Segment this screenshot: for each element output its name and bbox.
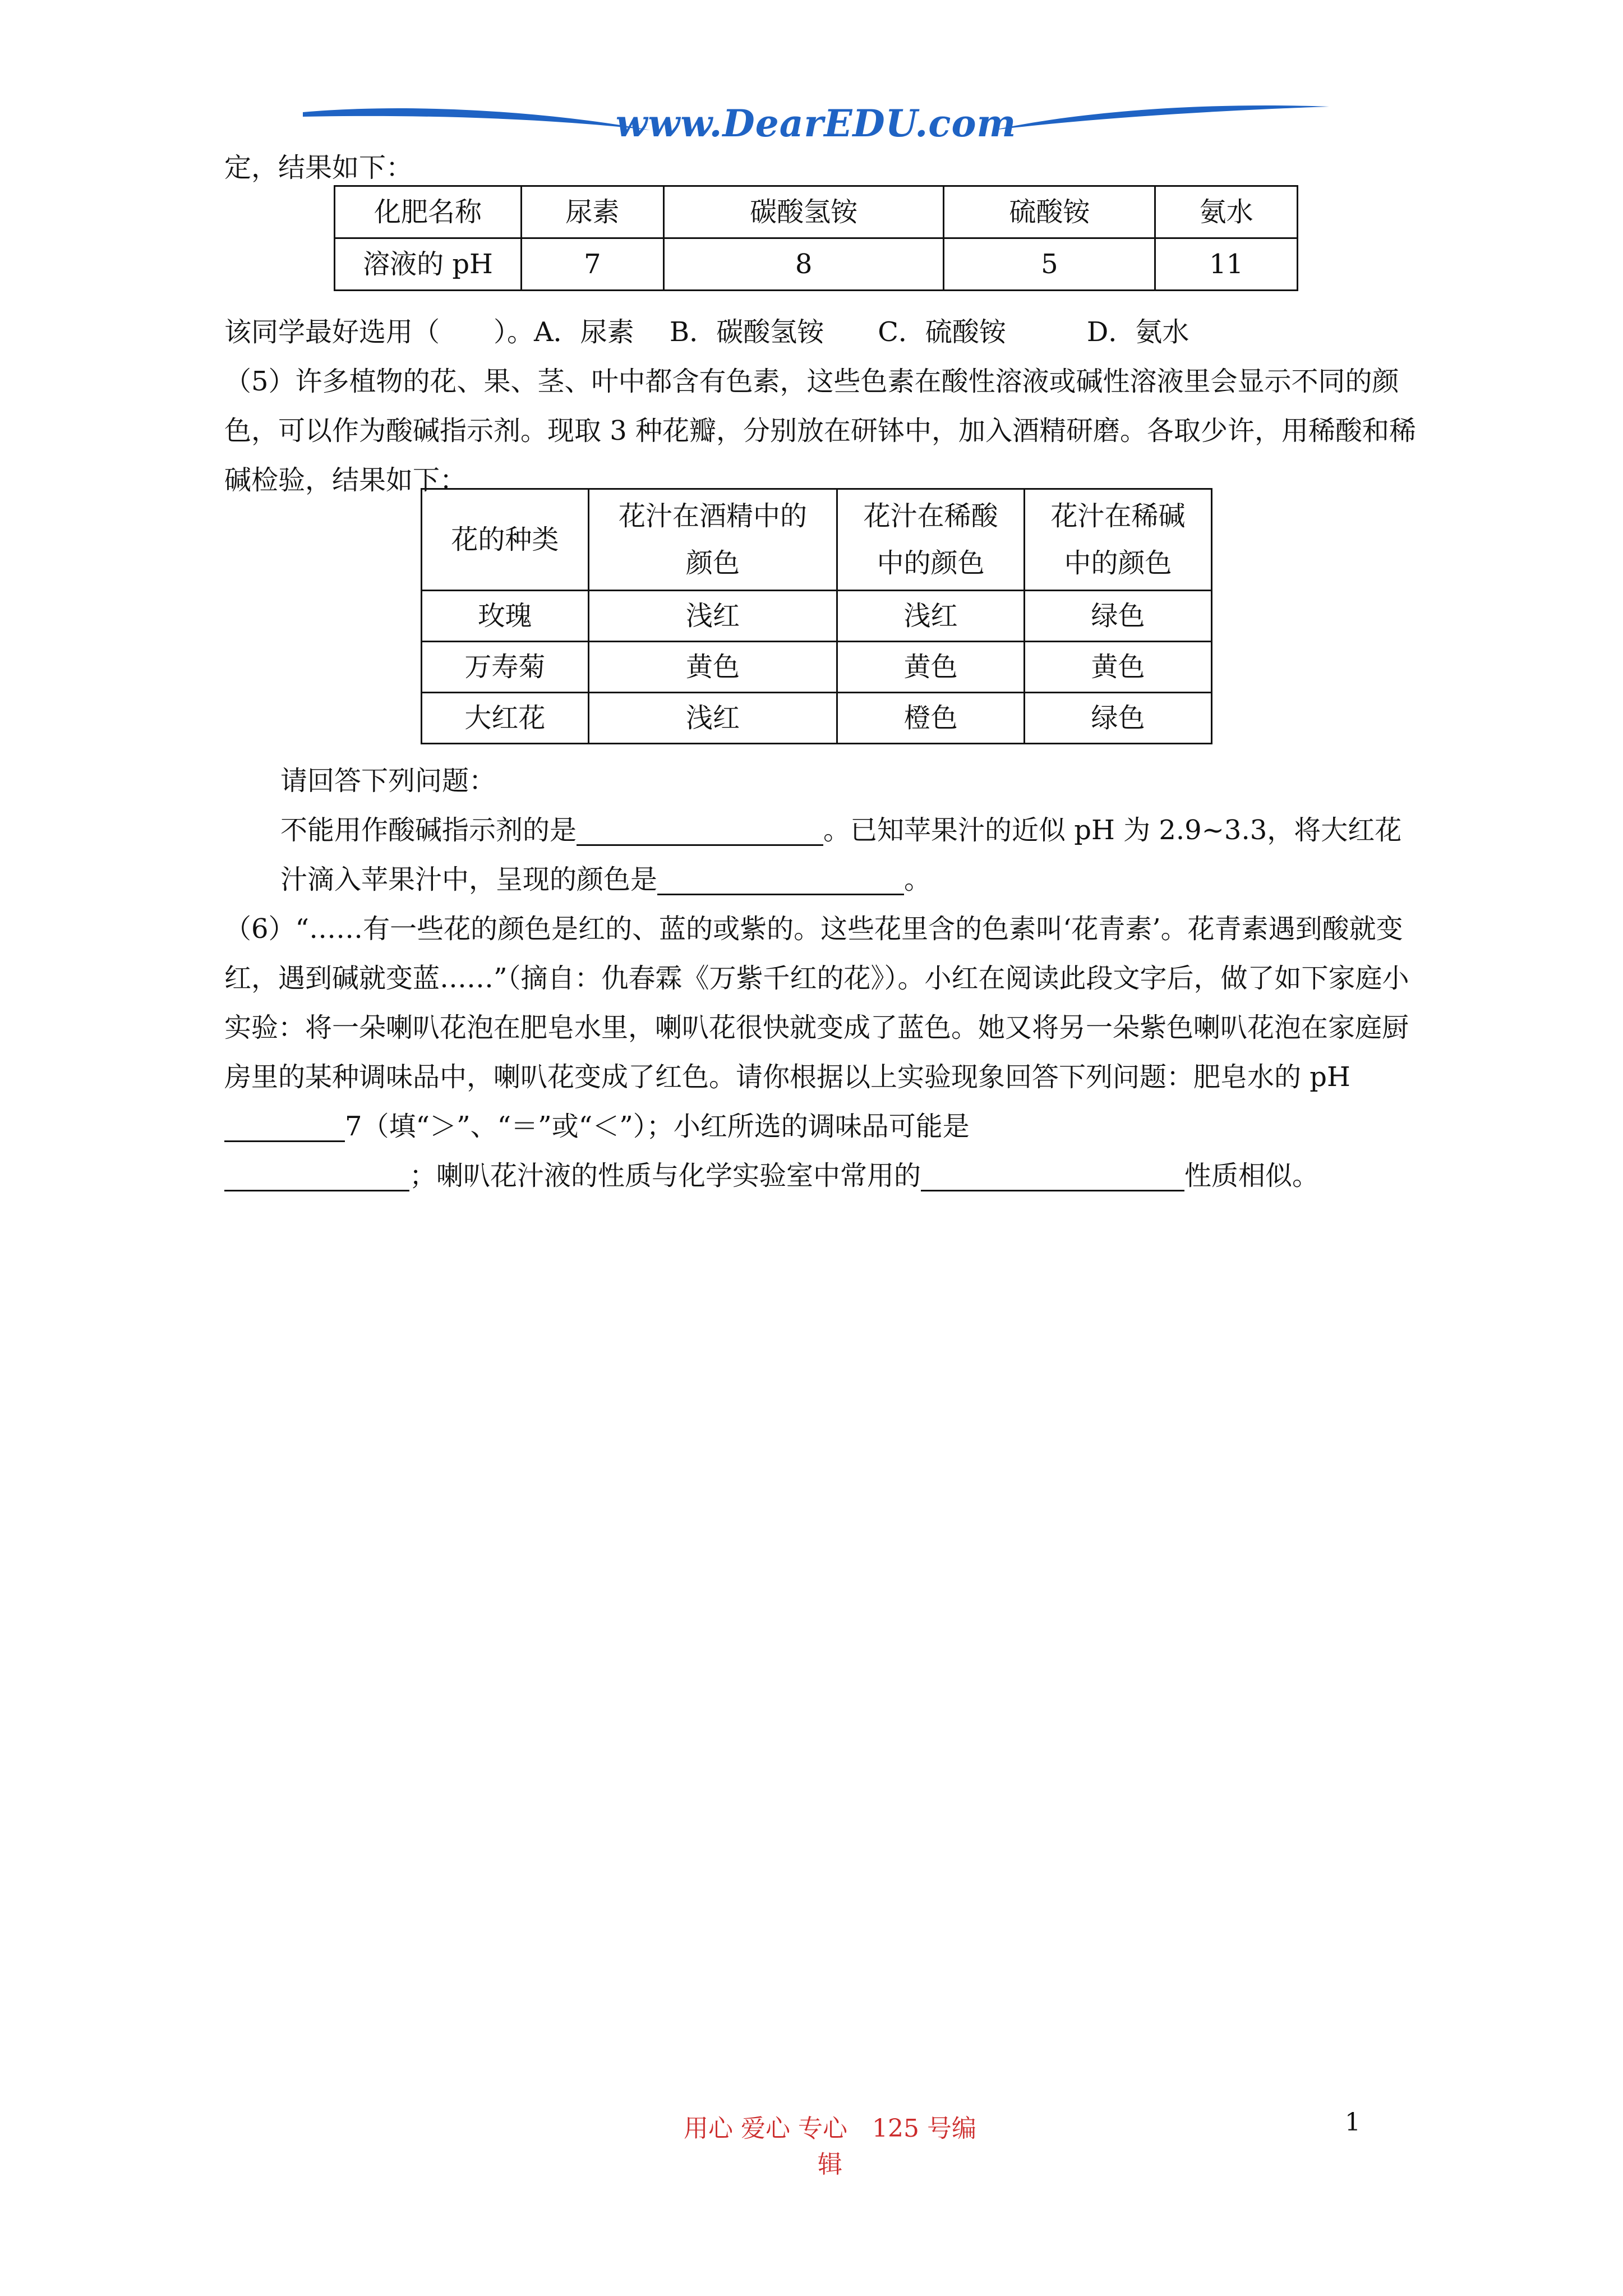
footer-note: 用心 爱心 专心 125 号编辑	[684, 2114, 976, 2179]
answer-blank[interactable]	[224, 1161, 409, 1191]
table-cell: 黄色	[837, 642, 1025, 693]
answer-blank[interactable]	[224, 1111, 345, 1142]
table-cell: 玫瑰	[422, 591, 589, 642]
document-body	[224, 143, 1419, 1200]
q6-text3: ；喇叭花汁液的性质与化学实验室中常用的	[409, 1160, 921, 1191]
answer-blank[interactable]	[577, 815, 823, 846]
q6-text2: 7（填“＞”、“＝”或“＜”）；小红所选的调味品可能是	[345, 1111, 970, 1142]
table-header-cell: 花汁在酒精中的颜色	[588, 489, 837, 591]
q5-answer-part3: 。	[904, 864, 932, 895]
question-5-answer	[224, 806, 1419, 904]
table-row	[422, 591, 1212, 642]
table-cell: 黄色	[588, 642, 837, 693]
table-cell: 尿素	[522, 186, 664, 238]
q5-answer-part2: 。已知苹果汁的近似 pH 为 2.9~3.3，将大红花汁滴入苹果汁中，呈现的颜色是	[280, 815, 1402, 895]
intro-line: 定，结果如下：	[224, 152, 413, 183]
table-cell: 浅红	[588, 591, 837, 642]
table-cell: 大红花	[422, 693, 589, 744]
answer-blank[interactable]	[921, 1161, 1184, 1191]
table-cell: 橙色	[837, 693, 1025, 744]
q6-text4: 性质相似。	[1184, 1160, 1320, 1191]
table-header-cell: 化肥名称	[335, 186, 522, 238]
answer-prompt: 请回答下列问题：	[280, 765, 496, 797]
table-header-cell: 花的种类	[422, 489, 589, 591]
page-number: 1	[1345, 2108, 1361, 2137]
q5-answer-part1: 不能用作酸碱指示剂的是	[280, 815, 577, 846]
answer-blank[interactable]	[657, 864, 904, 895]
table-cell: 11	[1155, 238, 1298, 291]
fertilizer-ph-table	[334, 185, 1298, 291]
table-cell: 氨水	[1155, 186, 1298, 238]
table-header-cell: 溶液的 pH	[335, 238, 522, 291]
table-cell: 7	[522, 238, 664, 291]
choice-line: 该同学最好选用（ ）。A．尿素 B．碳酸氢铵 C．硫酸铵 D．氨水	[224, 316, 1189, 348]
flower-color-table	[421, 488, 1212, 744]
table-cell: 8	[663, 238, 944, 291]
table-cell: 黄色	[1025, 642, 1212, 693]
table-row	[422, 642, 1212, 693]
table-row	[335, 238, 1298, 291]
table-row	[335, 186, 1298, 238]
site-logo-text: www.DearEDU.com	[615, 102, 1017, 145]
table-header-cell: 花汁在稀碱中的颜色	[1025, 489, 1212, 591]
table-cell: 浅红	[588, 693, 837, 744]
table-cell: 浅红	[837, 591, 1025, 642]
table-cell: 绿色	[1025, 693, 1212, 744]
table-cell: 绿色	[1025, 591, 1212, 642]
q6-text1: （6）“……有一些花的颜色是红的、蓝的或紫的。这些花里含的色素叫‘花青素’。花青素遇到酸就变红，遇到碱就变蓝……”（摘自：仇春霖《万紫千红的花》）。小红在阅读此段文字后，做了如下家庭小实验：将一朵喇叭花泡在肥皂水里，喇叭花很快就变成了蓝色。她又将另一朵紫色喇叭花泡在家庭厨房里的某种调味品中，喇叭花变成了红色。请你根据以上实验现象回答下列问题：肥皂水的 pH	[224, 913, 1409, 1093]
table-cell: 5	[944, 238, 1155, 291]
question-6-text	[224, 904, 1419, 1200]
table-cell: 碳酸氢铵	[663, 186, 944, 238]
table-cell: 万寿菊	[422, 642, 589, 693]
table-header-cell: 花汁在稀酸中的颜色	[837, 489, 1025, 591]
question-5-text: （5）许多植物的花、果、茎、叶中都含有色素，这些色素在酸性溶液或碱性溶液里会显示不同的颜色，可以作为酸碱指示剂。现取 3 种花瓣，分别放在研钵中，加入酒精研磨。各取少许，用稀酸和稀碱检验，结果如下：	[224, 366, 1417, 496]
table-header-row	[422, 489, 1212, 591]
table-cell: 硫酸铵	[944, 186, 1155, 238]
table-row	[422, 693, 1212, 744]
